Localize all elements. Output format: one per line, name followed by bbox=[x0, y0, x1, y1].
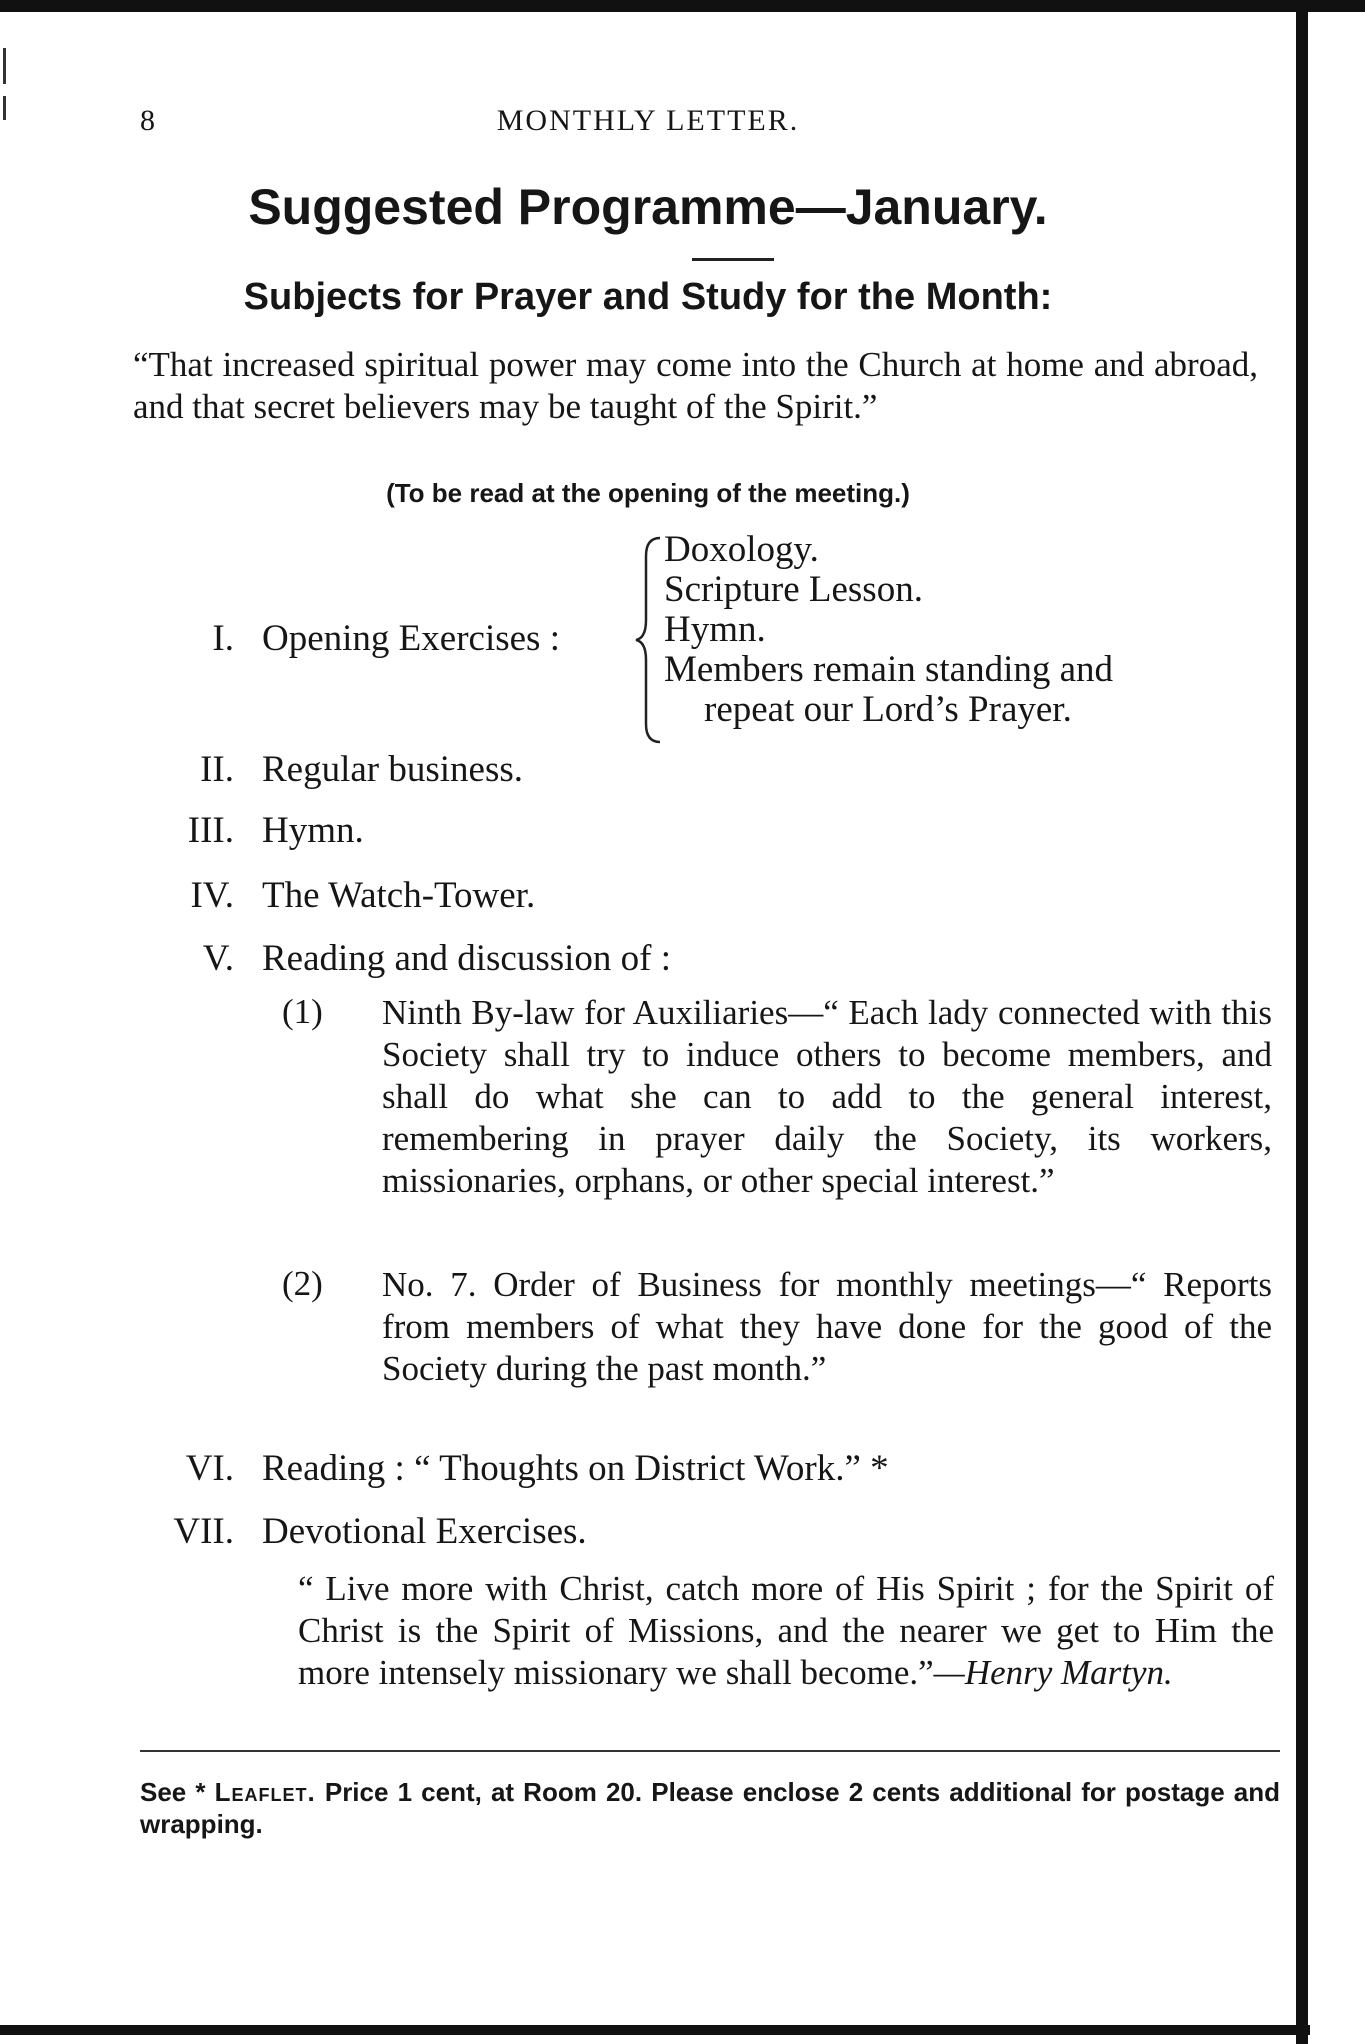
edge-mark bbox=[3, 48, 6, 84]
item-numeral-1: I. bbox=[212, 618, 234, 659]
footnote-text: Price 1 cent, at Room 20. Please enclose 2 cents additional for postage and wrapping. bbox=[140, 1777, 1280, 1839]
part-doxology: Doxology. bbox=[664, 529, 819, 570]
devotional-exercises-label: Devotional Exercises. bbox=[262, 1511, 587, 1552]
title-divider bbox=[692, 258, 774, 261]
opening-exercises-label: Opening Exercises : bbox=[262, 618, 560, 659]
item-numeral-6: VI. bbox=[185, 1448, 234, 1489]
ninth-by-law-text: Ninth By-law for Auxiliaries—“ Each lady connected with this Society shall try to induce others to become members, and shall do what she can to add to the general interest, remembering in prayer daily the Society, its workers, missionaries, orphans, or other special interest.” bbox=[382, 993, 1272, 1200]
regular-business-label: Regular business. bbox=[262, 749, 524, 790]
item-numeral-2: II. bbox=[200, 749, 234, 790]
bottom-border-rule bbox=[0, 2025, 1310, 2035]
prayer-subject-paragraph: “That increased spiritual power may come into the Church at home and abroad, and that secret believers may be taught of the Spirit.” bbox=[133, 345, 1258, 426]
subtitle: Subjects for Prayer and Study for the Month: bbox=[243, 276, 1053, 318]
item-numeral-4: IV. bbox=[190, 875, 234, 916]
footnote bbox=[140, 1776, 1280, 1840]
running-title: MONTHLY LETTER. bbox=[496, 104, 800, 137]
page-number: 8 bbox=[140, 104, 155, 137]
reading-note: (To be read at the opening of the meeting.) bbox=[386, 478, 910, 508]
footnote-leaflet: Leaflet. bbox=[214, 1777, 316, 1807]
footnote-prefix: See * bbox=[140, 1777, 215, 1807]
curly-brace bbox=[634, 534, 664, 746]
sub-item-2-number: (2) bbox=[282, 1264, 323, 1303]
page-title: Suggested Programme—January. bbox=[248, 179, 1048, 235]
order-of-business-text: No. 7. Order of Business for monthly meetings—“ Reports from members of what they have done for the good of the Society during the past month.” bbox=[382, 1265, 1272, 1388]
district-work-reading-label: Reading : “ Thoughts on District Work.” * bbox=[262, 1448, 889, 1489]
part-lords-prayer: Members remain standing and bbox=[664, 649, 1114, 690]
top-border-rule bbox=[0, 0, 1365, 12]
part-lords-prayer-continued: repeat our Lord’s Prayer. bbox=[704, 689, 1072, 730]
reading-discussion-label: Reading and discussion of : bbox=[262, 938, 672, 979]
item-numeral-3: III. bbox=[187, 810, 234, 851]
sub-item-1-number: (1) bbox=[282, 992, 323, 1031]
quote-text: “ Live more with Christ, catch more of His Spirit ; for the Spirit of Christ is the Spirit of Missions, and the nearer we get to Him the more intensely missionary we shall become.” bbox=[298, 1569, 1274, 1692]
item-numeral-5: V. bbox=[202, 938, 234, 979]
hymn-label: Hymn. bbox=[262, 810, 364, 851]
part-scripture-lesson: Scripture Lesson. bbox=[664, 569, 923, 610]
right-border-rule bbox=[1296, 0, 1308, 2044]
footnote-divider bbox=[140, 1750, 1280, 1752]
opening-exercises-parts bbox=[664, 530, 1113, 730]
item-numeral-7: VII. bbox=[173, 1511, 234, 1552]
watch-tower-label: The Watch-Tower. bbox=[262, 875, 536, 916]
henry-martyn-quote bbox=[298, 1568, 1274, 1694]
part-hymn: Hymn. bbox=[664, 609, 766, 650]
quote-attribution: —Henry Martyn. bbox=[933, 1653, 1173, 1692]
